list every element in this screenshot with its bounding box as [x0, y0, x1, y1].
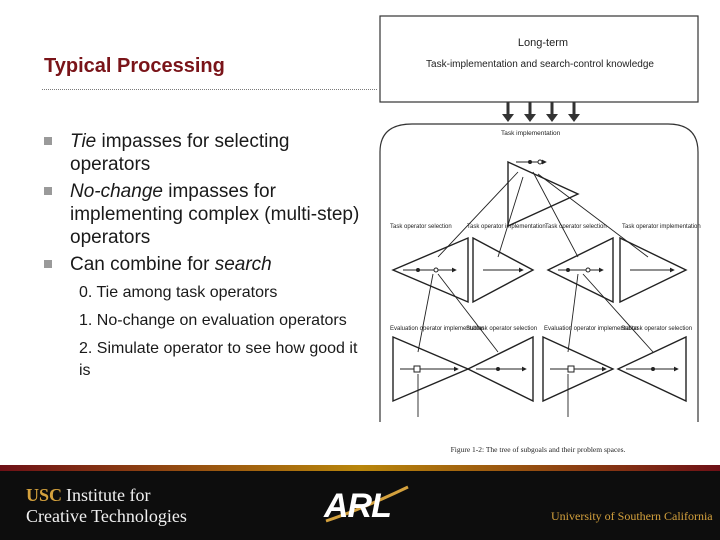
- bullet-emphasis: search: [214, 254, 272, 275]
- bullet-item: [40, 253, 370, 276]
- top-problem-space: [508, 162, 578, 226]
- bullet-square-icon: [44, 187, 52, 195]
- bullet-square-icon: [44, 137, 52, 145]
- bottom-space-label: Subtask operator selection: [621, 326, 693, 332]
- ict-logo-usc: USC: [26, 485, 63, 505]
- slide-title: Typical Processing: [44, 55, 225, 77]
- middle-row-spaces: [393, 238, 686, 302]
- usc-logo: University of Southern California: [551, 509, 713, 523]
- bullet-item: [40, 130, 370, 176]
- ict-logo-line2: Creative Technologies: [26, 506, 187, 526]
- memory-arrows: [508, 102, 574, 116]
- bottom-row-spaces: [393, 337, 686, 401]
- memory-arrowheads: [502, 114, 580, 122]
- middle-space-label: Task operator selection: [390, 224, 452, 230]
- sub-item: 2. Simulate operator to see how good it is: [79, 340, 358, 379]
- top-space-label: Task implementation: [501, 130, 561, 137]
- ltm-title: Long-term: [517, 37, 569, 49]
- ltm-subtitle: Task-implementation and search-control knowledge: [426, 59, 654, 70]
- ict-logo-line1: Institute for: [66, 485, 151, 505]
- bullet-text: Can combine for: [70, 254, 215, 275]
- middle-space-label: Task operator selection: [545, 224, 607, 230]
- bottom-space-label: Evaluation operator implementation: [544, 326, 639, 332]
- bottom-space-label: Subtask operator selection: [466, 326, 538, 332]
- footer-bar: [0, 465, 720, 540]
- bullet-text: impasses for selecting operators: [70, 131, 290, 175]
- bullet-emphasis: Tie: [70, 131, 97, 152]
- bottom-space-label: Evaluation operator implementation: [390, 326, 485, 332]
- subgoal-tree-figure: [378, 12, 702, 457]
- bullet-square-icon: [44, 260, 52, 268]
- sub-item: 1. No-change on evaluation operators: [79, 312, 347, 329]
- sub-item: 0. Tie among task operators: [79, 284, 278, 301]
- middle-space-label: Task operator implementation: [622, 224, 701, 230]
- footer-stripe: [0, 465, 720, 471]
- bullet-emphasis: No-change: [70, 181, 163, 202]
- middle-space-label: Task operator implementation: [467, 224, 546, 230]
- bullet-item: [40, 180, 370, 249]
- figure-caption: Figure 1-2: The tree of subgoals and their problem spaces.: [450, 445, 626, 454]
- bullet-list: [40, 130, 370, 385]
- bullet-text: impasses for implementing complex (multi-step) operators: [70, 181, 360, 248]
- arl-logo: ARL: [324, 487, 391, 525]
- title-divider: [42, 89, 377, 90]
